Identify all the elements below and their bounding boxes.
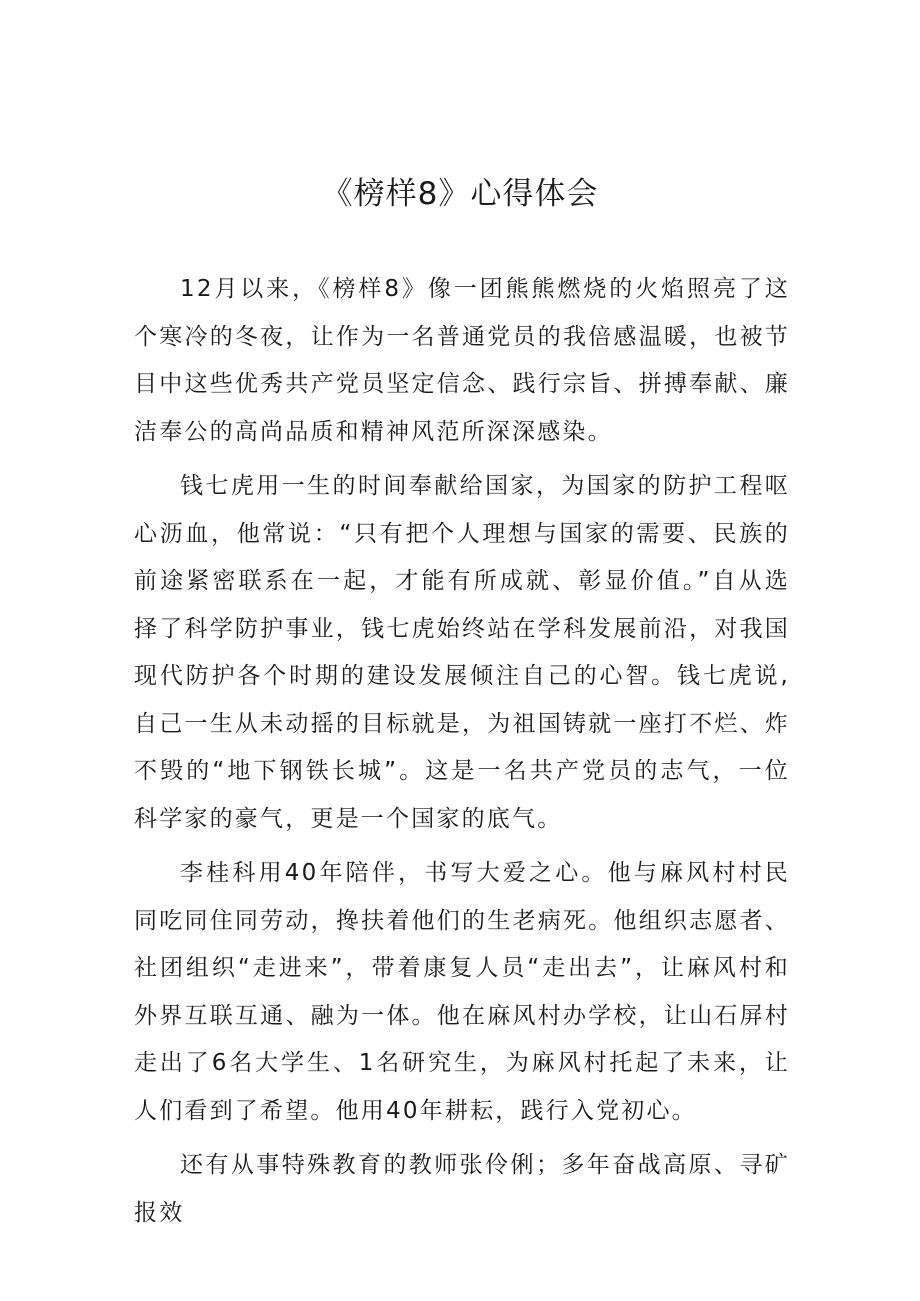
paragraph: 李桂科用40年陪伴，书写大爱之心。他与麻风村村民同吃同住同劳动，搀扶着他们的生老病死。他组织志愿者、社团组织“走进来”，带着康复人员“走出去”，让麻风村和外界互联互通、融为一体。他在麻风村办学校，让山石屏村走出了6名大学生、1名研究生，为麻风村托起了未来，让人们看到了希望。他用40年耕耘，践行入党初心。 bbox=[134, 860, 790, 1124]
paragraph: 12月以来，《榜样8》像一团熊熊燃烧的火焰照亮了这个寒冷的冬夜，让作为一名普通党员的我倍感温暖，也被节目中这些优秀共产党员坚定信念、践行宗旨、拼搏奉献、廉洁奉公的高尚品质和精神风范所深深感染。 bbox=[134, 276, 790, 445]
document-title: 《榜样8》心得体会 bbox=[321, 176, 599, 212]
paragraph: 钱七虎用一生的时间奉献给国家，为国家的防护工程呕心沥血，他常说：“只有把个人理想与国家的需要、民族的前途紧密联系在一起，才能有所成就、彰显价值。”自从选择了科学防护事业，钱七虎始终站在学科发展前沿，对我国现代防护各个时期的建设发展倾注自己的心智。钱七虎说,自己一生从未动摇的目标就是，为祖国铸就一座打不烂、炸不毁的“地下钢铁长城”。这是一名共产党员的志气，一位科学家的豪气，更是一个国家的底气。 bbox=[134, 473, 790, 832]
paragraph: 还有从事特殊教育的教师张伶俐；多年奋战高原、寻矿报效 bbox=[134, 1152, 790, 1226]
document-body bbox=[134, 266, 790, 1237]
